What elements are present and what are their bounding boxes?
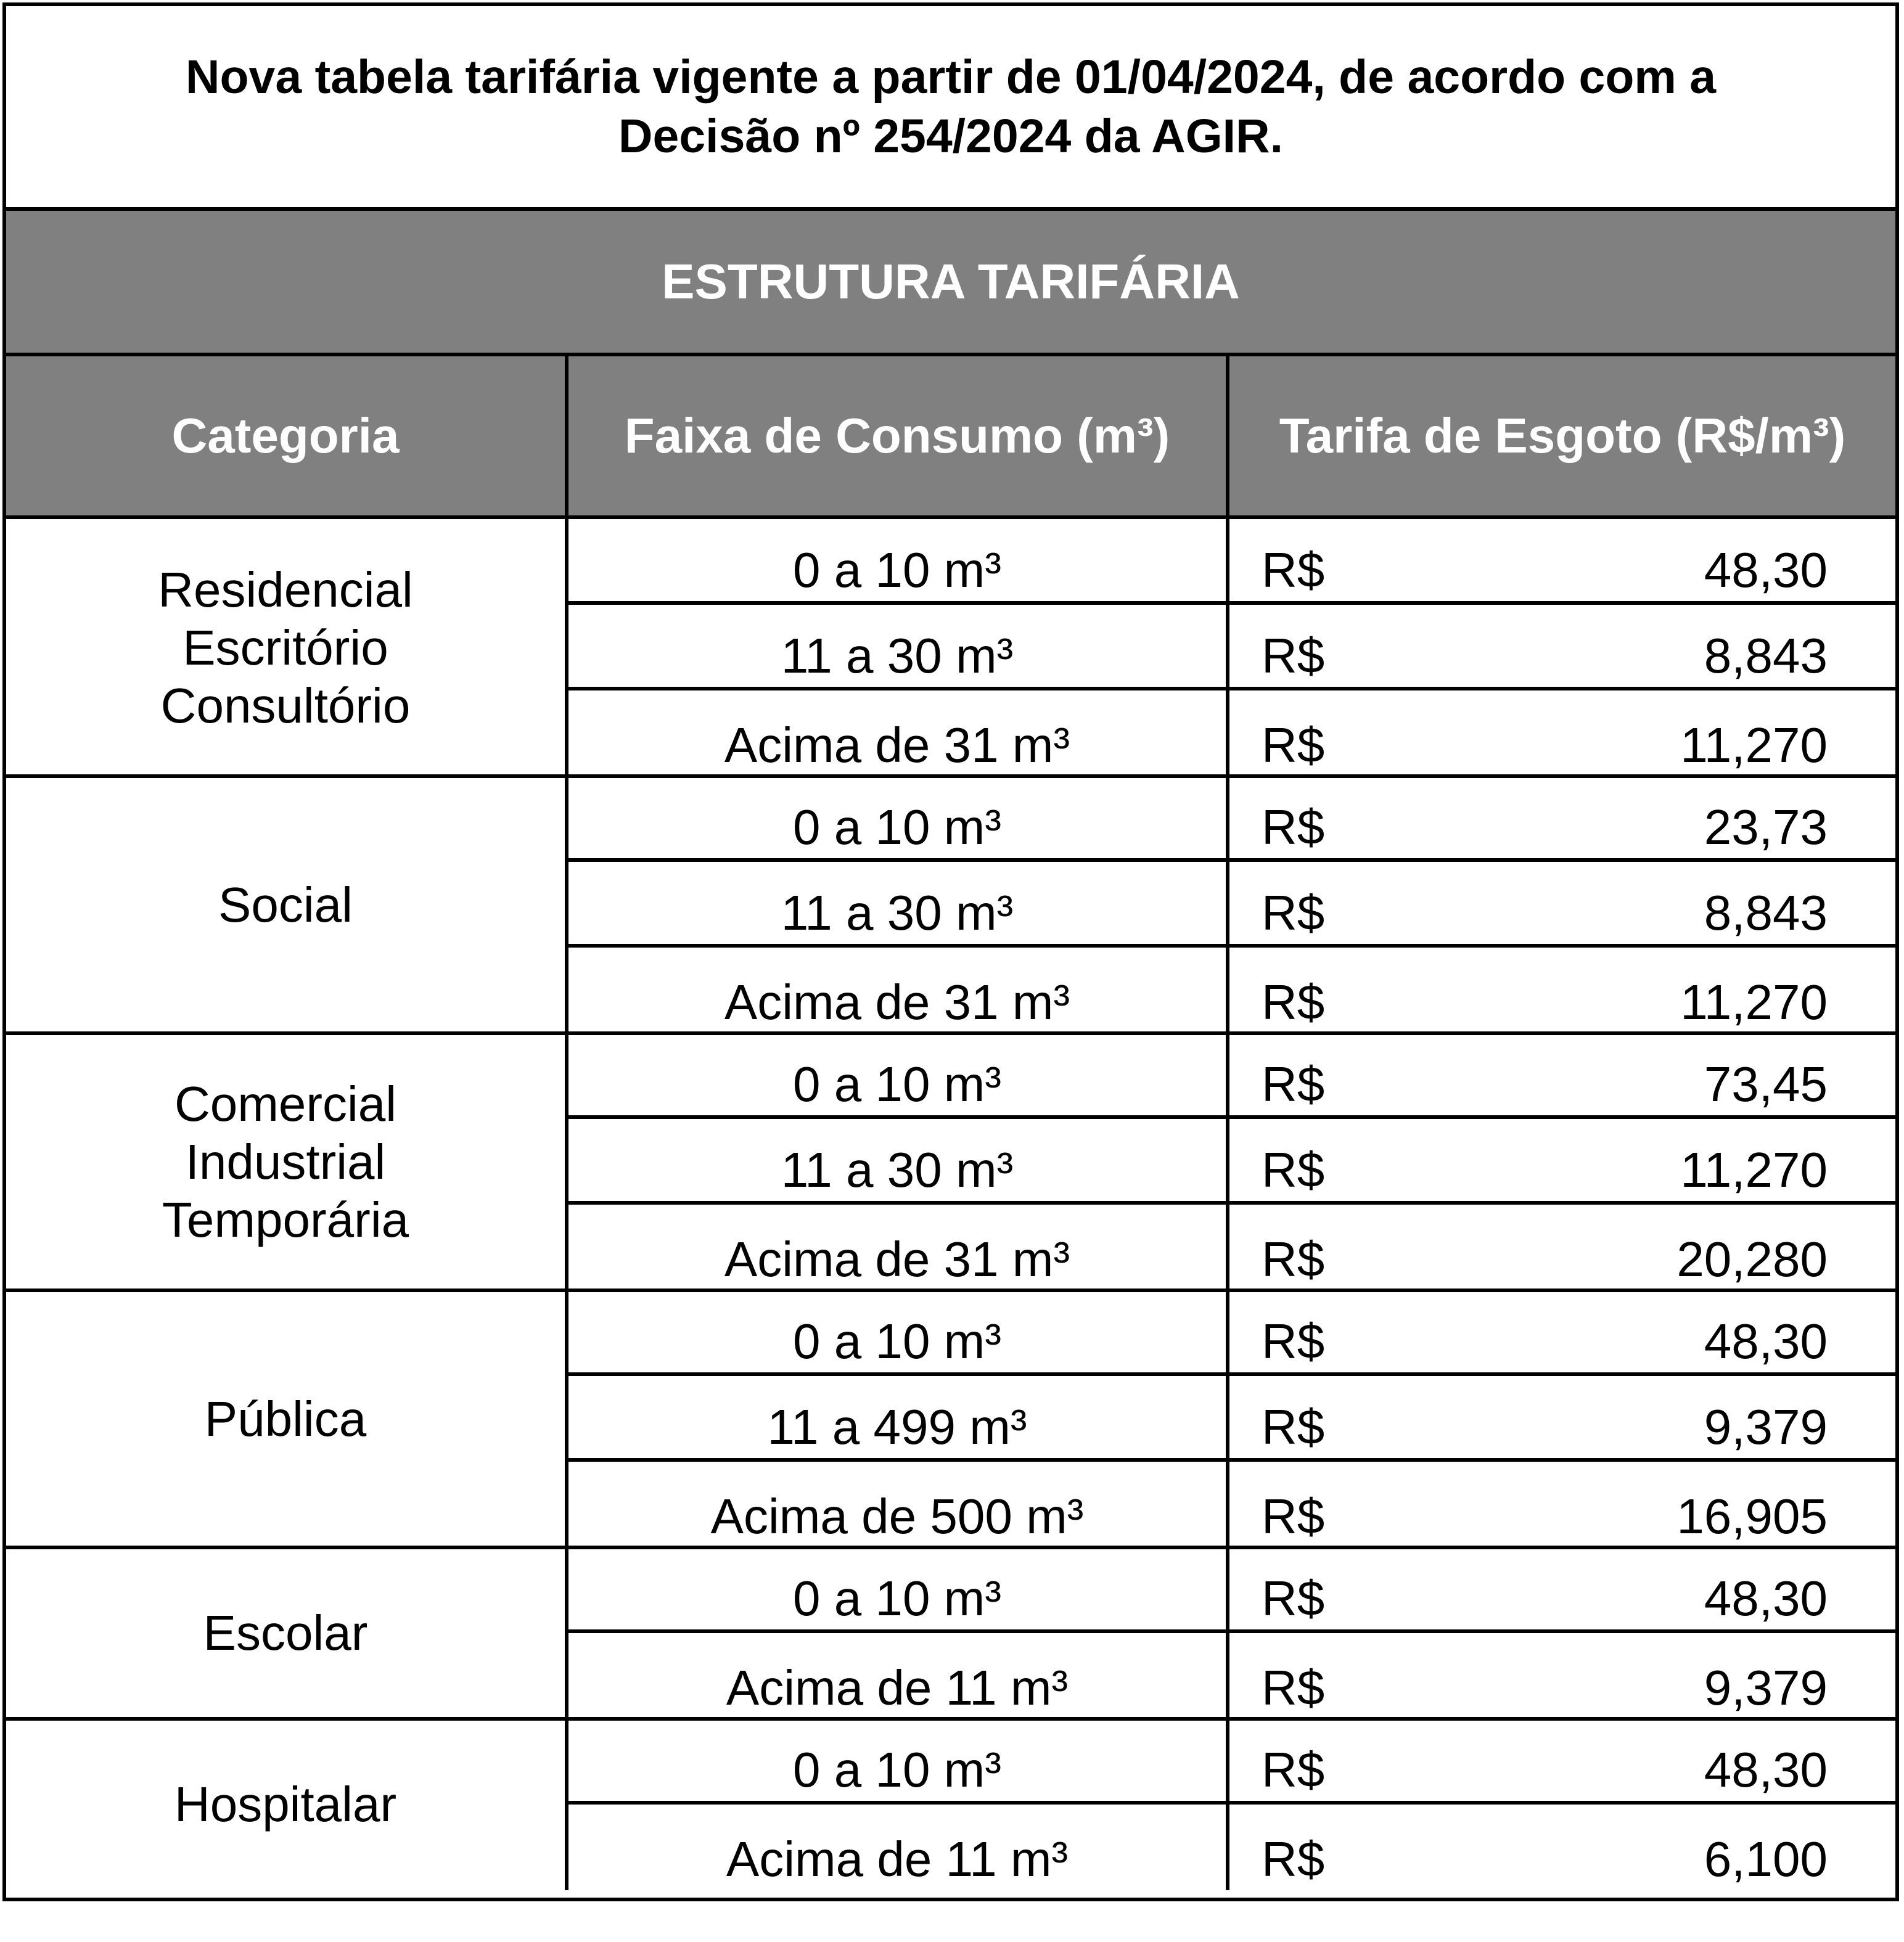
header-categoria: Categoria xyxy=(171,408,400,463)
range-cell: 0 a 10 m³ xyxy=(793,543,1001,597)
currency-symbol: R$ xyxy=(1262,628,1325,683)
range-cell: 11 a 30 m³ xyxy=(781,628,1014,683)
tariff-value: 9,379 xyxy=(1704,1399,1828,1454)
range-cell: Acima de 11 m³ xyxy=(726,1660,1069,1715)
tariff-value: 23,73 xyxy=(1704,800,1828,854)
category-cell xyxy=(6,1033,565,1290)
tariff-value: 11,270 xyxy=(1680,718,1828,772)
tariff-value: 48,30 xyxy=(1704,1571,1828,1626)
tariff-value: 48,30 xyxy=(1704,543,1828,597)
range-cell: 0 a 10 m³ xyxy=(793,1571,1001,1626)
currency-symbol: R$ xyxy=(1262,975,1325,1030)
range-cell: 11 a 30 m³ xyxy=(781,1142,1014,1197)
title-line-1: Nova tabela tarifária vigente a partir de 01/04/2024, de acordo com a xyxy=(185,51,1717,104)
range-cell: Acima de 31 m³ xyxy=(724,718,1070,772)
range-cell: Acima de 11 m³ xyxy=(726,1832,1069,1887)
tariff-value: 20,280 xyxy=(1676,1232,1828,1287)
range-cell: 0 a 10 m³ xyxy=(793,1314,1001,1369)
tariff-value: 11,270 xyxy=(1680,1142,1828,1197)
range-cell: 11 a 499 m³ xyxy=(767,1399,1027,1454)
range-cell: 0 a 10 m³ xyxy=(793,800,1001,854)
category-label: Pública xyxy=(204,1391,367,1446)
range-cell: Acima de 31 m³ xyxy=(724,1232,1070,1287)
currency-symbol: R$ xyxy=(1262,543,1325,597)
title-line-2: Decisão nº 254/2024 da AGIR. xyxy=(618,110,1284,163)
currency-symbol: R$ xyxy=(1262,1489,1325,1544)
tariff-value: 11,270 xyxy=(1680,975,1828,1030)
category-label: Social xyxy=(218,877,353,932)
column-divider xyxy=(1226,519,1229,1890)
category-label: Escolar xyxy=(203,1605,368,1660)
range-cell: 0 a 10 m³ xyxy=(793,1742,1001,1797)
table-body xyxy=(6,519,1895,1898)
category-label: Consultório xyxy=(160,678,411,733)
tariff-value: 6,100 xyxy=(1704,1832,1828,1887)
tariff-value: 16,905 xyxy=(1676,1489,1828,1544)
currency-symbol: R$ xyxy=(1262,1142,1325,1197)
column-divider xyxy=(565,519,568,1890)
category-label: Residencial xyxy=(158,562,413,617)
header-row xyxy=(6,356,1895,519)
currency-symbol: R$ xyxy=(1262,1742,1325,1797)
range-cell: Acima de 31 m³ xyxy=(724,975,1070,1030)
tariff-value: 48,30 xyxy=(1704,1314,1828,1369)
currency-symbol: R$ xyxy=(1262,1571,1325,1626)
category-label: Comercial xyxy=(174,1076,397,1131)
tariff-value: 48,30 xyxy=(1704,1742,1828,1797)
currency-symbol: R$ xyxy=(1262,1399,1325,1454)
range-cell: 11 a 30 m³ xyxy=(781,885,1014,940)
category-label: Hospitalar xyxy=(174,1777,397,1832)
currency-symbol: R$ xyxy=(1262,1660,1325,1715)
category-label: Temporária xyxy=(162,1192,409,1247)
tariff-value: 8,843 xyxy=(1704,628,1828,683)
category-label: Industrial xyxy=(185,1134,386,1189)
section-band: ESTRUTURA TARIFÁRIA xyxy=(6,211,1895,356)
currency-symbol: R$ xyxy=(1262,1057,1325,1112)
header-faixa: Faixa de Consumo (m³) xyxy=(624,408,1170,463)
tariff-value: 73,45 xyxy=(1704,1057,1828,1112)
currency-symbol: R$ xyxy=(1262,1314,1325,1369)
currency-symbol: R$ xyxy=(1262,718,1325,772)
currency-symbol: R$ xyxy=(1262,1232,1325,1287)
currency-symbol: R$ xyxy=(1262,1832,1325,1887)
category-label: Escritório xyxy=(183,620,388,675)
category-cell xyxy=(6,1290,565,1547)
category-cell xyxy=(6,1719,565,1890)
range-cell: 0 a 10 m³ xyxy=(793,1057,1001,1112)
tariff-value: 9,379 xyxy=(1704,1660,1828,1715)
tariff-table xyxy=(2,2,1899,1901)
header-tarifa: Tarifa de Esgoto (R$/m³) xyxy=(1279,408,1846,463)
category-cell xyxy=(6,776,565,1033)
currency-symbol: R$ xyxy=(1262,800,1325,854)
range-cell: Acima de 500 m³ xyxy=(710,1489,1084,1544)
category-cell xyxy=(6,519,565,776)
currency-symbol: R$ xyxy=(1262,885,1325,940)
category-cell xyxy=(6,1547,565,1719)
table-title xyxy=(6,6,1895,211)
tariff-value: 8,843 xyxy=(1704,885,1828,940)
